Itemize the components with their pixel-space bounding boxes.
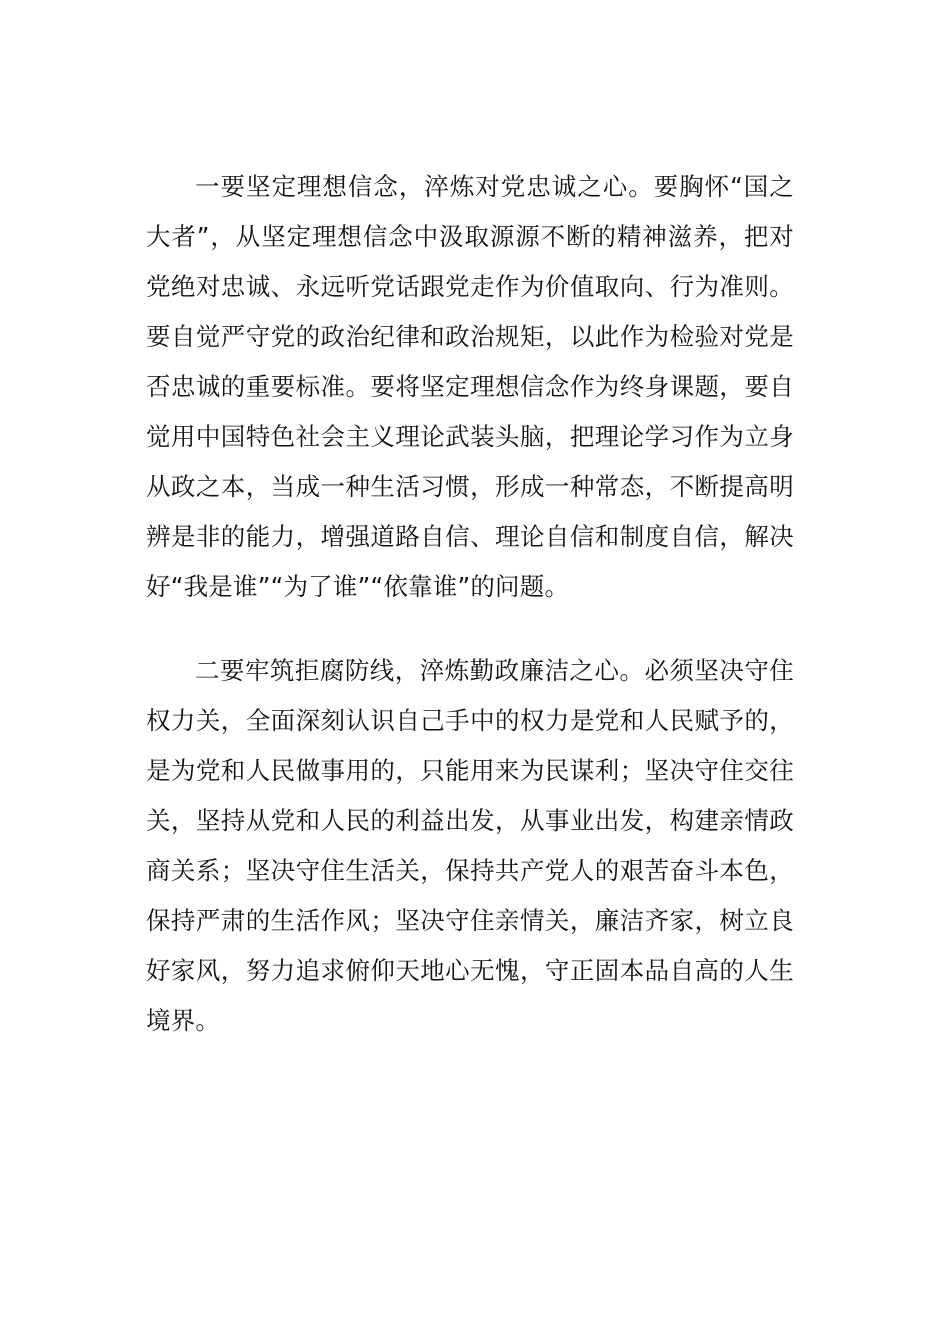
paragraph-1: 一要坚定理想信念，淬炼对党忠诚之心。要胸怀“国之大者”，从坚定理想信念中汲取源源不断的精神滋养，把对党绝对忠诚、永远听党话跟党走作为价值取向、行为准则。要自觉严守党的政治纪律和政治规矩，以此作为检验对党是否忠诚的重要标准。要将坚定理想信念作为终身课题，要自觉用中国特色社会主义理论武装头脑，把理论学习作为立身从政之本，当成一种生活习惯，形成一种常态，不断提高明辨是非的能力，增强道路自信、理论自信和制度自信，解决好“我是谁”“为了谁”“依靠谁”的问题。 (146, 172, 794, 601)
document-body (146, 162, 794, 1046)
paragraph-2: 二要牢筑拒腐防线，淬炼勤政廉洁之心。必须坚决守住权力关，全面深刻认识自己手中的权力是党和人民赋予的，是为党和人民做事用的，只能用来为民谋利；坚决守住交往关，坚持从党和人民的利益出发，从事业出发，构建亲情政商关系；坚决守住生活关，保持共产党人的艰苦奋斗本色，保持严肃的生活作风；坚决守住亲情关，廉洁齐家，树立良好家风，努力追求俯仰天地心无愧，守正固本品自高的人生境界。 (146, 656, 794, 1035)
